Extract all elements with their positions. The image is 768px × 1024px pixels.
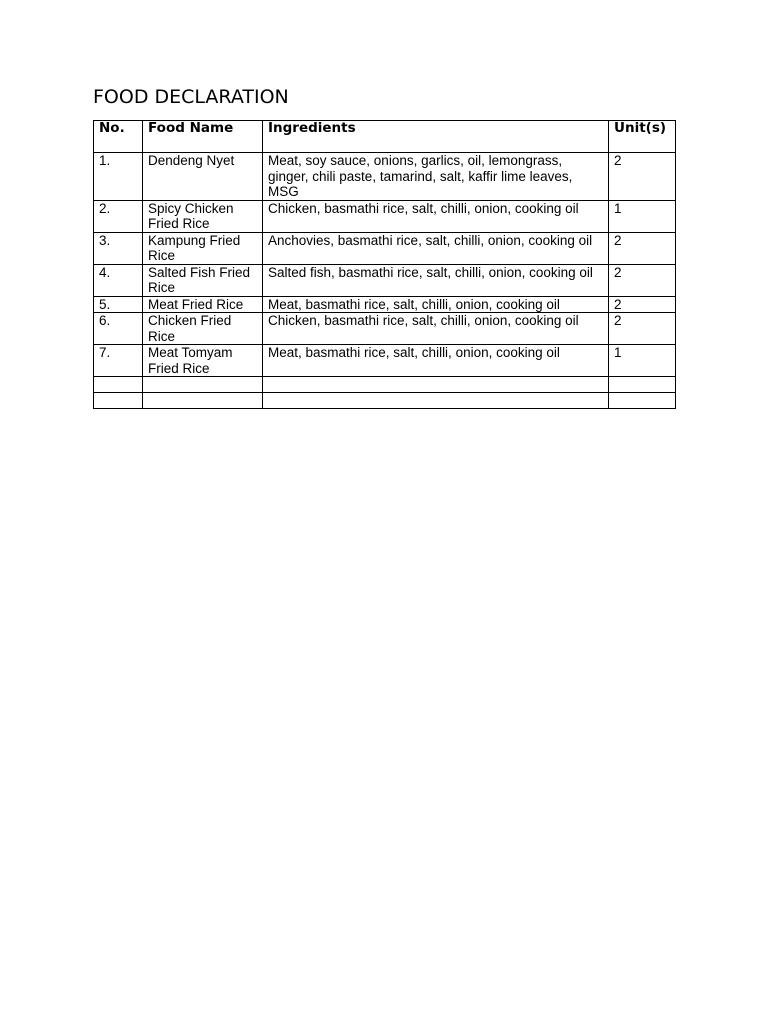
cell-no: 6.	[94, 313, 143, 345]
cell-food-name: Meat Fried Rice	[143, 296, 263, 313]
cell-units: 2	[609, 296, 676, 313]
cell-no: 7.	[94, 345, 143, 377]
header-no: No.	[94, 121, 143, 153]
empty-cell	[143, 377, 263, 393]
cell-ingredients: Meat, basmathi rice, salt, chilli, onion, cooking oil	[263, 345, 609, 377]
table-row	[94, 264, 676, 296]
cell-units: 1	[609, 200, 676, 232]
food-declaration-table	[93, 120, 676, 409]
empty-cell	[94, 377, 143, 393]
header-units: Unit(s)	[609, 121, 676, 153]
cell-ingredients: Chicken, basmathi rice, salt, chilli, onion, cooking oil	[263, 200, 609, 232]
document-title: FOOD DECLARATION	[93, 86, 289, 108]
table-row	[94, 232, 676, 264]
cell-food-name: Chicken Fried Rice	[143, 313, 263, 345]
table-row	[94, 313, 676, 345]
empty-table-row	[94, 393, 676, 409]
cell-food-name: Salted Fish Fried Rice	[143, 264, 263, 296]
table-row	[94, 153, 676, 201]
cell-ingredients: Salted fish, basmathi rice, salt, chilli, onion, cooking oil	[263, 264, 609, 296]
cell-no: 2.	[94, 200, 143, 232]
cell-no: 5.	[94, 296, 143, 313]
cell-food-name: Kampung Fried Rice	[143, 232, 263, 264]
empty-cell	[263, 377, 609, 393]
cell-no: 1.	[94, 153, 143, 201]
cell-units: 1	[609, 345, 676, 377]
cell-units: 2	[609, 264, 676, 296]
table-row	[94, 296, 676, 313]
cell-units: 2	[609, 313, 676, 345]
cell-ingredients: Chicken, basmathi rice, salt, chilli, onion, cooking oil	[263, 313, 609, 345]
table-header-row	[94, 121, 676, 153]
header-food-name: Food Name	[143, 121, 263, 153]
header-ingredients: Ingredients	[263, 121, 609, 153]
cell-food-name: Dendeng Nyet	[143, 153, 263, 201]
cell-ingredients: Meat, soy sauce, onions, garlics, oil, lemongrass, ginger, chili paste, tamarind, salt, kaffir lime leaves, MSG	[263, 153, 609, 201]
cell-units: 2	[609, 232, 676, 264]
empty-cell	[94, 393, 143, 409]
cell-food-name: Spicy Chicken Fried Rice	[143, 200, 263, 232]
cell-food-name: Meat Tomyam Fried Rice	[143, 345, 263, 377]
table-row	[94, 345, 676, 377]
cell-no: 3.	[94, 232, 143, 264]
cell-ingredients: Anchovies, basmathi rice, salt, chilli, onion, cooking oil	[263, 232, 609, 264]
empty-cell	[609, 377, 676, 393]
table-row	[94, 200, 676, 232]
cell-units: 2	[609, 153, 676, 201]
empty-cell	[609, 393, 676, 409]
cell-no: 4.	[94, 264, 143, 296]
empty-cell	[143, 393, 263, 409]
empty-cell	[263, 393, 609, 409]
cell-ingredients: Meat, basmathi rice, salt, chilli, onion, cooking oil	[263, 296, 609, 313]
empty-table-row	[94, 377, 676, 393]
